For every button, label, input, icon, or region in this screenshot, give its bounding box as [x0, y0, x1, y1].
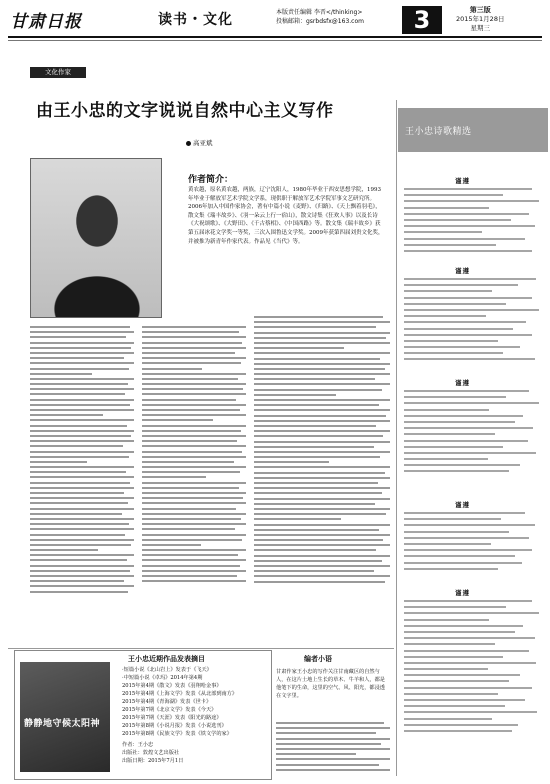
article-body-column-1 [30, 326, 134, 644]
sidebar-poem-header-3: 谨遵 [455, 379, 470, 387]
works-list-item: ·短篇小说《北山岩上》发表于《飞天》 [122, 667, 212, 673]
sidebar-poem-3-text [404, 390, 546, 494]
body-divider [8, 648, 394, 649]
article-headline: 由王小忠的文字说说自然中心主义写作 [36, 101, 334, 121]
section-title: 读书・文化 [158, 12, 233, 28]
article-body-column-3 [254, 316, 390, 644]
editor-note-title: 编者小语 [304, 655, 332, 663]
byline-dot-icon [186, 141, 191, 146]
masthead-rule-thin [8, 40, 542, 41]
works-list-item: 2015年第8期《小说月报》发表《小说选刊》 [122, 723, 227, 729]
page-weekday: 星期三 [470, 24, 490, 32]
editor-note-lines [276, 722, 390, 774]
editor-line: 本版责任编辑 李晋</thinking> [276, 9, 363, 16]
sidebar-poem-5-text [404, 600, 546, 760]
byline-author: 高亚斌 [193, 139, 213, 147]
works-list-item: 2015年第4期《散文》发表《羽翔哈金事》 [122, 683, 222, 689]
masthead-rule [8, 36, 542, 38]
column-tag: 文化作家 [30, 67, 86, 78]
works-date: 出版日期：2015年7月1日 [122, 758, 184, 764]
sidebar-poem-2-text [404, 278, 546, 374]
editor-info [276, 8, 364, 26]
page-meta [456, 6, 504, 33]
works-author: 作者：王小忠 [122, 742, 154, 748]
editor-email: 投稿邮箱：gsrbdsfx@163.com [276, 18, 364, 25]
newspaper-name: 甘肃日报 [10, 12, 82, 32]
sidebar-poem-4-text [404, 512, 546, 584]
sidebar-poem-header-2: 谨遵 [455, 267, 470, 275]
works-list-item: 2015年第4期《青海湖》发表《世卡》 [122, 699, 212, 705]
works-list-item: 2015年第4期《上海文学》发表《从北部到南方》 [122, 691, 238, 697]
works-list-item: 2015年第7期《北京文学》发表《今天》 [122, 707, 217, 713]
sidebar-divider [396, 100, 397, 776]
page-label: 第三版 [469, 6, 491, 14]
editor-note-body: 甘肃作家王小忠的写作关注甘南藏区的自然与人，在这片土地上生长的草木、牛羊和人，都是他笔下的生命，这里的空气、风、阳光，都浸透在文字里。 [276, 669, 385, 699]
works-list-item: 2015年第7期《天涯》发表《阳光的路途》 [122, 715, 222, 721]
book-cover-title: 静静地守候太阳神 [24, 719, 101, 729]
page-number-badge: 3 [402, 6, 442, 34]
sidebar-poem-1-text [404, 188, 546, 262]
author-photo [30, 158, 162, 318]
sidebar-poem-header-1: 谨遵 [455, 177, 470, 185]
bio-title: 作者简介： [188, 175, 234, 185]
sidebar-poem-header-4: 谨遵 [455, 501, 470, 509]
works-publisher: 出版社：敦煌文艺出版社 [122, 750, 180, 756]
page-date: 2015年1月28日 [456, 15, 505, 23]
byline [186, 138, 213, 147]
editor-note-text [276, 668, 390, 700]
bio-text: 黄农越，原名黄农越，两族，辽宁沈阳人，1980年毕业于西安思想学院，1993年毕业于解放军艺术学院文学系，现供职于解放军艺术学院军事文艺研究所。2006年加入中国作家协会，著有中篇小说《麦野》、《归路》、《天上飘着羽毛》，散文集《瑞丰故乡》、《羽一朵云上行一宿山》，散文诗集《狂欢人事》以及长诗《大祝颂歌》、《大野田》、《千古蔡相》、《中国西路》等。散文集《瑞丰故乡》获第五届冰花文学奖一等奖，三次入围鲁迅文学奖。2009年获第四届刘贵文化奖，并被推为新青年作家代表。作品见《当代》等。 [188, 187, 384, 245]
works-list-item: ·中短篇小说《卓玛》2014年第4期 [122, 675, 203, 681]
sidebar-banner-title: 王小忠诗歌精选 [405, 127, 472, 137]
sidebar-poem-header-5: 谨遵 [455, 589, 470, 597]
works-box-title: 王小忠近期作品发表摘目 [128, 655, 205, 663]
works-list-item: 2015年第8期《民族文学》发表《铁文学的家》 [122, 731, 232, 737]
works-list [122, 666, 268, 765]
article-body-column-2 [142, 326, 246, 644]
